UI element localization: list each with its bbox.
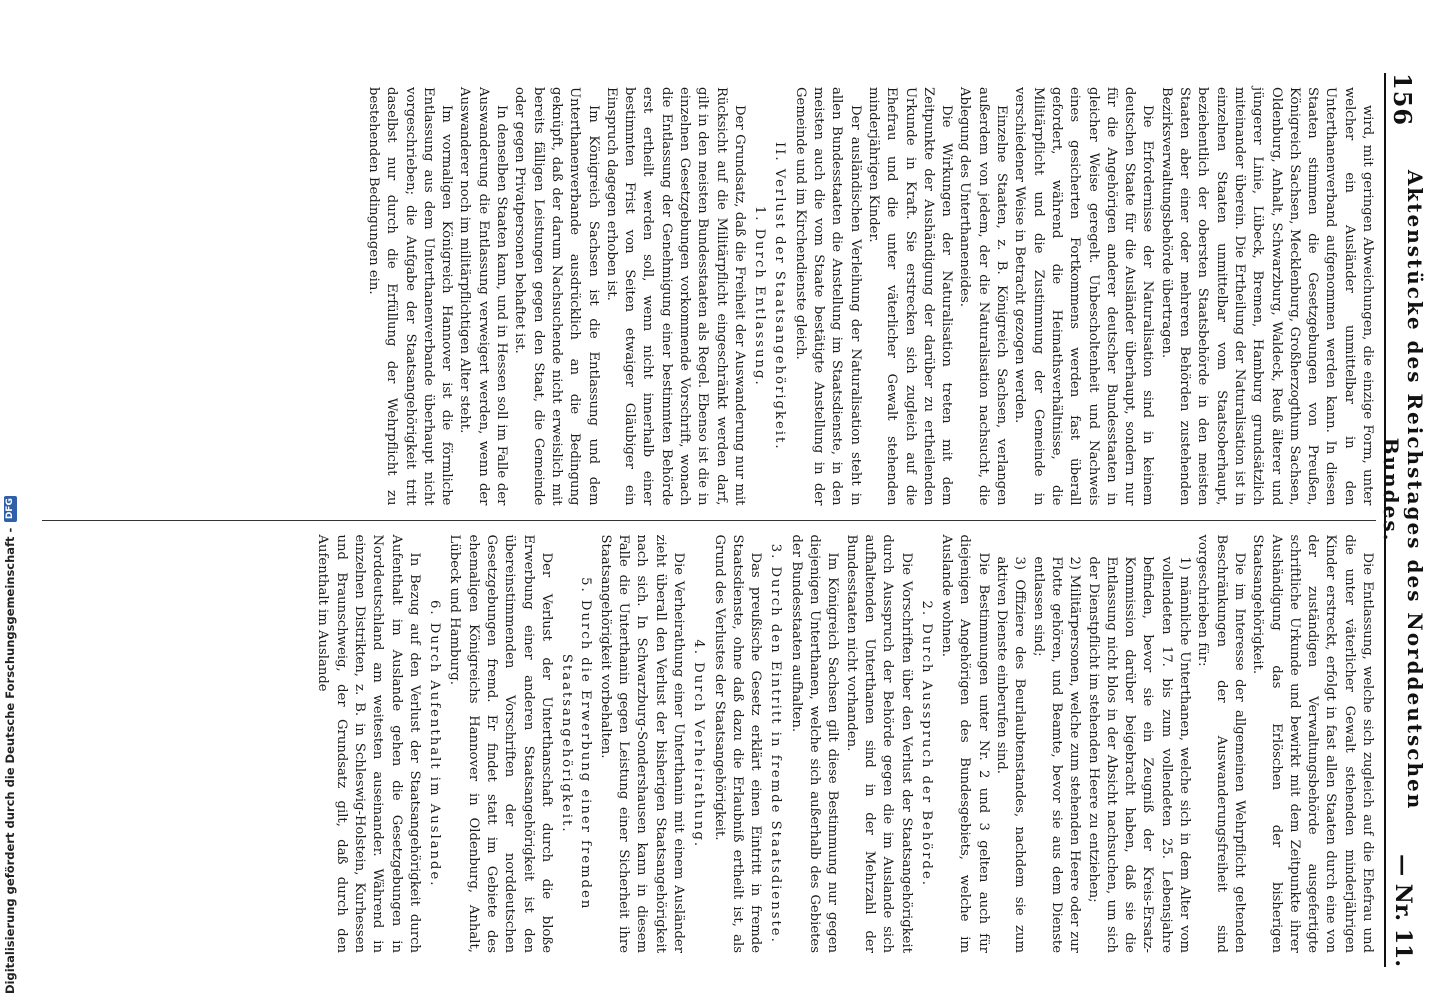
section-heading: 4. Durch Verheirathung. xyxy=(691,639,707,849)
section-heading: 2. Durch Ausspruch der Behörde. xyxy=(918,600,934,887)
digitization-credit xyxy=(0,0,22,1000)
paragraph: In denselben Staaten kann, und in Hessen soll im Falle der Auswanderung die Entlassung verweigert werden, wenn der Auswanderer noch im militärpflichtigen Alter steht. xyxy=(457,87,510,506)
credit-text: Digitalisierung gefördert durch die Deutsche Forschungsgemeinschaft - xyxy=(3,527,17,994)
paragraph: In Bezug auf den Verlust der Staatsangehörigkeit durch Aufenthalt im Auslande gehen die Gesetzgebungen in Norddeutschland am weitesten auseinander. Während in einzelnen Distrikten, z. B. in Schleswig-Holstein, Kurhessen und Braunschweig, der Grundsatz gilt, daß durch den Aufenthalt im Auslande xyxy=(315,534,422,953)
paragraph: wird, mit geringen Abweichungen, die einzige Form, unter welcher ein Ausländer unmittelbar in den Unterthanenverband aufgenommen werden kann. In diesen Staaten stimmen die Gesetzgebungen von Preußen, Königreich Sachsen, Mecklenburg, Großherzogthum Sachsen, Oldenburg, Anhalt, Schwarzburg, Waldeck, Reuß älterer und jüngerer Linie, Lübeck, Bremen, Hamburg grundsätzlich miteinander überein. Die Ertheilung der Naturalisation ist in einzelnen Staaten unmittelbar vom Staatsoberhaupt, beziehentlich der obersten Staatsbehörde in den meisten Staaten aber einer oder mehreren Behörden zustehenden Bezirksverwaltungsbehörde übertragen. xyxy=(1158,87,1375,506)
issue-number: — Nr. 11. xyxy=(1390,854,1416,967)
paragraph: Das preußische Gesetz erklärt einen Eintritt in fremde Staatsdienste, ohne daß dazu die Erlaubniß ertheilt ist, als Grund des Verlustes der Staatsangehörigkeit. xyxy=(711,534,764,953)
document-page xyxy=(32,55,1432,985)
paragraph: Im Königreich Sachsen gilt diese Bestimmung nur gegen diejenigen Unterthanen, welche sich außerhalb des Gebietes der Bundesstaaten aufhalten. xyxy=(788,534,841,953)
paragraph: Im Königreich Sachsen ist die Entlassung und dem Unterthanenverbande ausdrücklich an die Bedingung geknüpft, daß der darum Nachsuchende nicht erweislich mit bereits fälligen Leistungen gegen den Staat, die Gemeinde oder gegen Privatpersonen behaftet ist. xyxy=(512,87,601,506)
paragraph: Die Entlassung, welche sich zugleich auf die Ehefrau und die unter väterlicher Gewalt stehenden minderjährigen Kinder erstreckt, erfolgt in fast allen Staaten durch eine von der zuständigen Verwaltungsbehörde ausgefertigte schriftliche Urkunde und bewirkt mit dem Zeitpunkte ihrer Aushändigung das Erlöschen der bisherigen Staatsangehörigkeit. xyxy=(1250,534,1375,953)
paragraph: Die Erfordernisse der Naturalisation sind in keinem deutschen Staate für die Ausländer überhaupt, sondern nur für die Angehörigen anderer deutscher Bundesstaaten in gleicher Weise geregelt. Unbescholtenheit und Nachweis eines gesicherten Fortkommens werden fast überall gefordert, während die Heimathsverhältnisse, die Militärpflicht und die Zustimmung der Gemeinde in verschiedener Weise in Betracht gezogen werden. xyxy=(1012,87,1156,506)
paragraph: Die Vorschriften über den Verlust der Staatsangehörigkeit durch Ausspruch der Behörde gegen die im Auslande sich aufhaltenden Unterthanen sind in der Mehrzahl der Bundesstaaten nicht vorhanden. xyxy=(843,534,914,953)
paragraph: Die Wirkungen der Naturalisation treten mit dem Zeitpunkte der Aushändigung der darüber zu ertheilenden Urkunde in Kraft. Sie erstrecken sich zugleich auf die Ehefrau und die unter väterlicher Gewalt stehenden minderjährigen Kinder. xyxy=(865,87,955,506)
paragraph: Die im Interesse der allgemeinen Wehrpflicht geltenden Beschränkungen der Auswanderungsfreiheit sind vorgeschrieben für: xyxy=(1195,534,1247,953)
list-item: 3) Offiziere des Beurlaubtenstandes, nachdem sie zum aktiven Dienste einberufen sind. xyxy=(994,556,1028,953)
page-number: 156 xyxy=(1388,73,1418,127)
list-item: 1) männliche Unterthanen, welche sich in dem Alter vom vollendeten 17. bis zum vollendeten 25. Lebensjahre befinden, bevor sie ein Zeugniß der Kreis-Ersatz-Kommission darüber beigebracht haben, daß sie die Entlassung nicht blos in der Absicht nachsuchen, um sich der Dienstpflicht im stehenden Heere zu entziehen; xyxy=(1085,556,1193,953)
paragraph: Einzelne Staaten, z. B. Königreich Sachsen, verlangen außerdem von jedem, der die Naturalisation nachsucht, die Ablegung des Unterthaneneides. xyxy=(957,87,1010,506)
section-heading: II. Verlust der Staatsangehörigkeit. xyxy=(772,141,788,451)
section-heading: 5. Durch die Erwerbung einer fremden Staatsangehörigkeit. xyxy=(559,577,593,911)
section-heading: 3. Durch den Eintritt in fremde Staatsdienste. xyxy=(768,543,784,944)
paragraph: Die Bestimmungen unter Nr. 2 und 3 gelten auch für diejenigen Angehörigen des Bundesgebiets, welche im Auslande wohnen. xyxy=(939,534,991,953)
paragraph: Im vormaligen Königreich Hannover ist die förmliche Entlassung aus dem Unterthanenverbande überhaupt nicht vorgeschrieben; die Aufgabe der Staatsangehörigkeit tritt daselbst nur durch die Erfüllung der Wehrpflicht zu bestehenden Bedingungen ein. xyxy=(365,87,455,506)
paragraph: Der ausländischen Verleihung der Naturalisation steht in allen Bundesstaaten die Anstellung im Staatsdienste, in den meisten auch die vom Staate bestätigte Anstellung in der Gemeinde und im Kirchendienste gleich. xyxy=(792,87,863,506)
list-item: 2) Militärpersonen, welche zum stehenden Heere oder zur Flotte gehören, und Beamte, bevor sie aus dem Dienste entlassen sind; xyxy=(1030,556,1083,953)
section-heading: 1. Durch Entlassung. xyxy=(752,205,768,387)
running-title: Aktenstücke des Reichstages des Norddeutschen Bundes. xyxy=(1379,169,1427,811)
running-head xyxy=(1379,73,1427,967)
paragraph: Die Verheirathung einer Unterthanin mit einem Ausländer zieht überall den Verlust der bisherigen Staatsangehörigkeit nach sich. In Schwarzburg-Sondershausen kann in diesem Falle die Unterthanin gegen Leistung einer Sicherheit ihre Staatsangehörigkeit vorbehalten. xyxy=(597,534,687,953)
paragraph: Der Verlust der Unterthanschaft durch die bloße Erwerbung einer anderen Staatsangehörigkeit ist den übereinstimmenden Vorschriften der norddeutschen Gesetzgebungen fremd. Er findet statt im Gebiete des ehemaligen Königreichs Hannover in Oldenburg, Anhalt, Lübeck und Hamburg. xyxy=(447,534,554,953)
section-heading: 6. Durch Aufenthalt im Auslande. xyxy=(427,600,443,888)
text-column-right xyxy=(42,520,1376,968)
paragraph: Der Grundsatz, daß die Freiheit der Auswanderung nur mit Rücksicht auf die Militärpflicht eingeschränkt werden darf, gilt in den meisten Bundesstaaten als Regel. Ebenso ist die in einzelnen Gesetzgebungen vorkommende Vorschrift, wonach die Entlassung der Genehmigung einer bestimmten Behörde erst ertheilt werden soll, wenn nicht innerhalb einer bestimmten Frist von Seiten etwaiger Gläubiger ein Einspruch dagegen erhoben ist. xyxy=(603,87,747,506)
text-columns xyxy=(42,73,1376,967)
dfg-logo: DFG xyxy=(4,496,17,522)
text-column-left xyxy=(42,73,1376,520)
